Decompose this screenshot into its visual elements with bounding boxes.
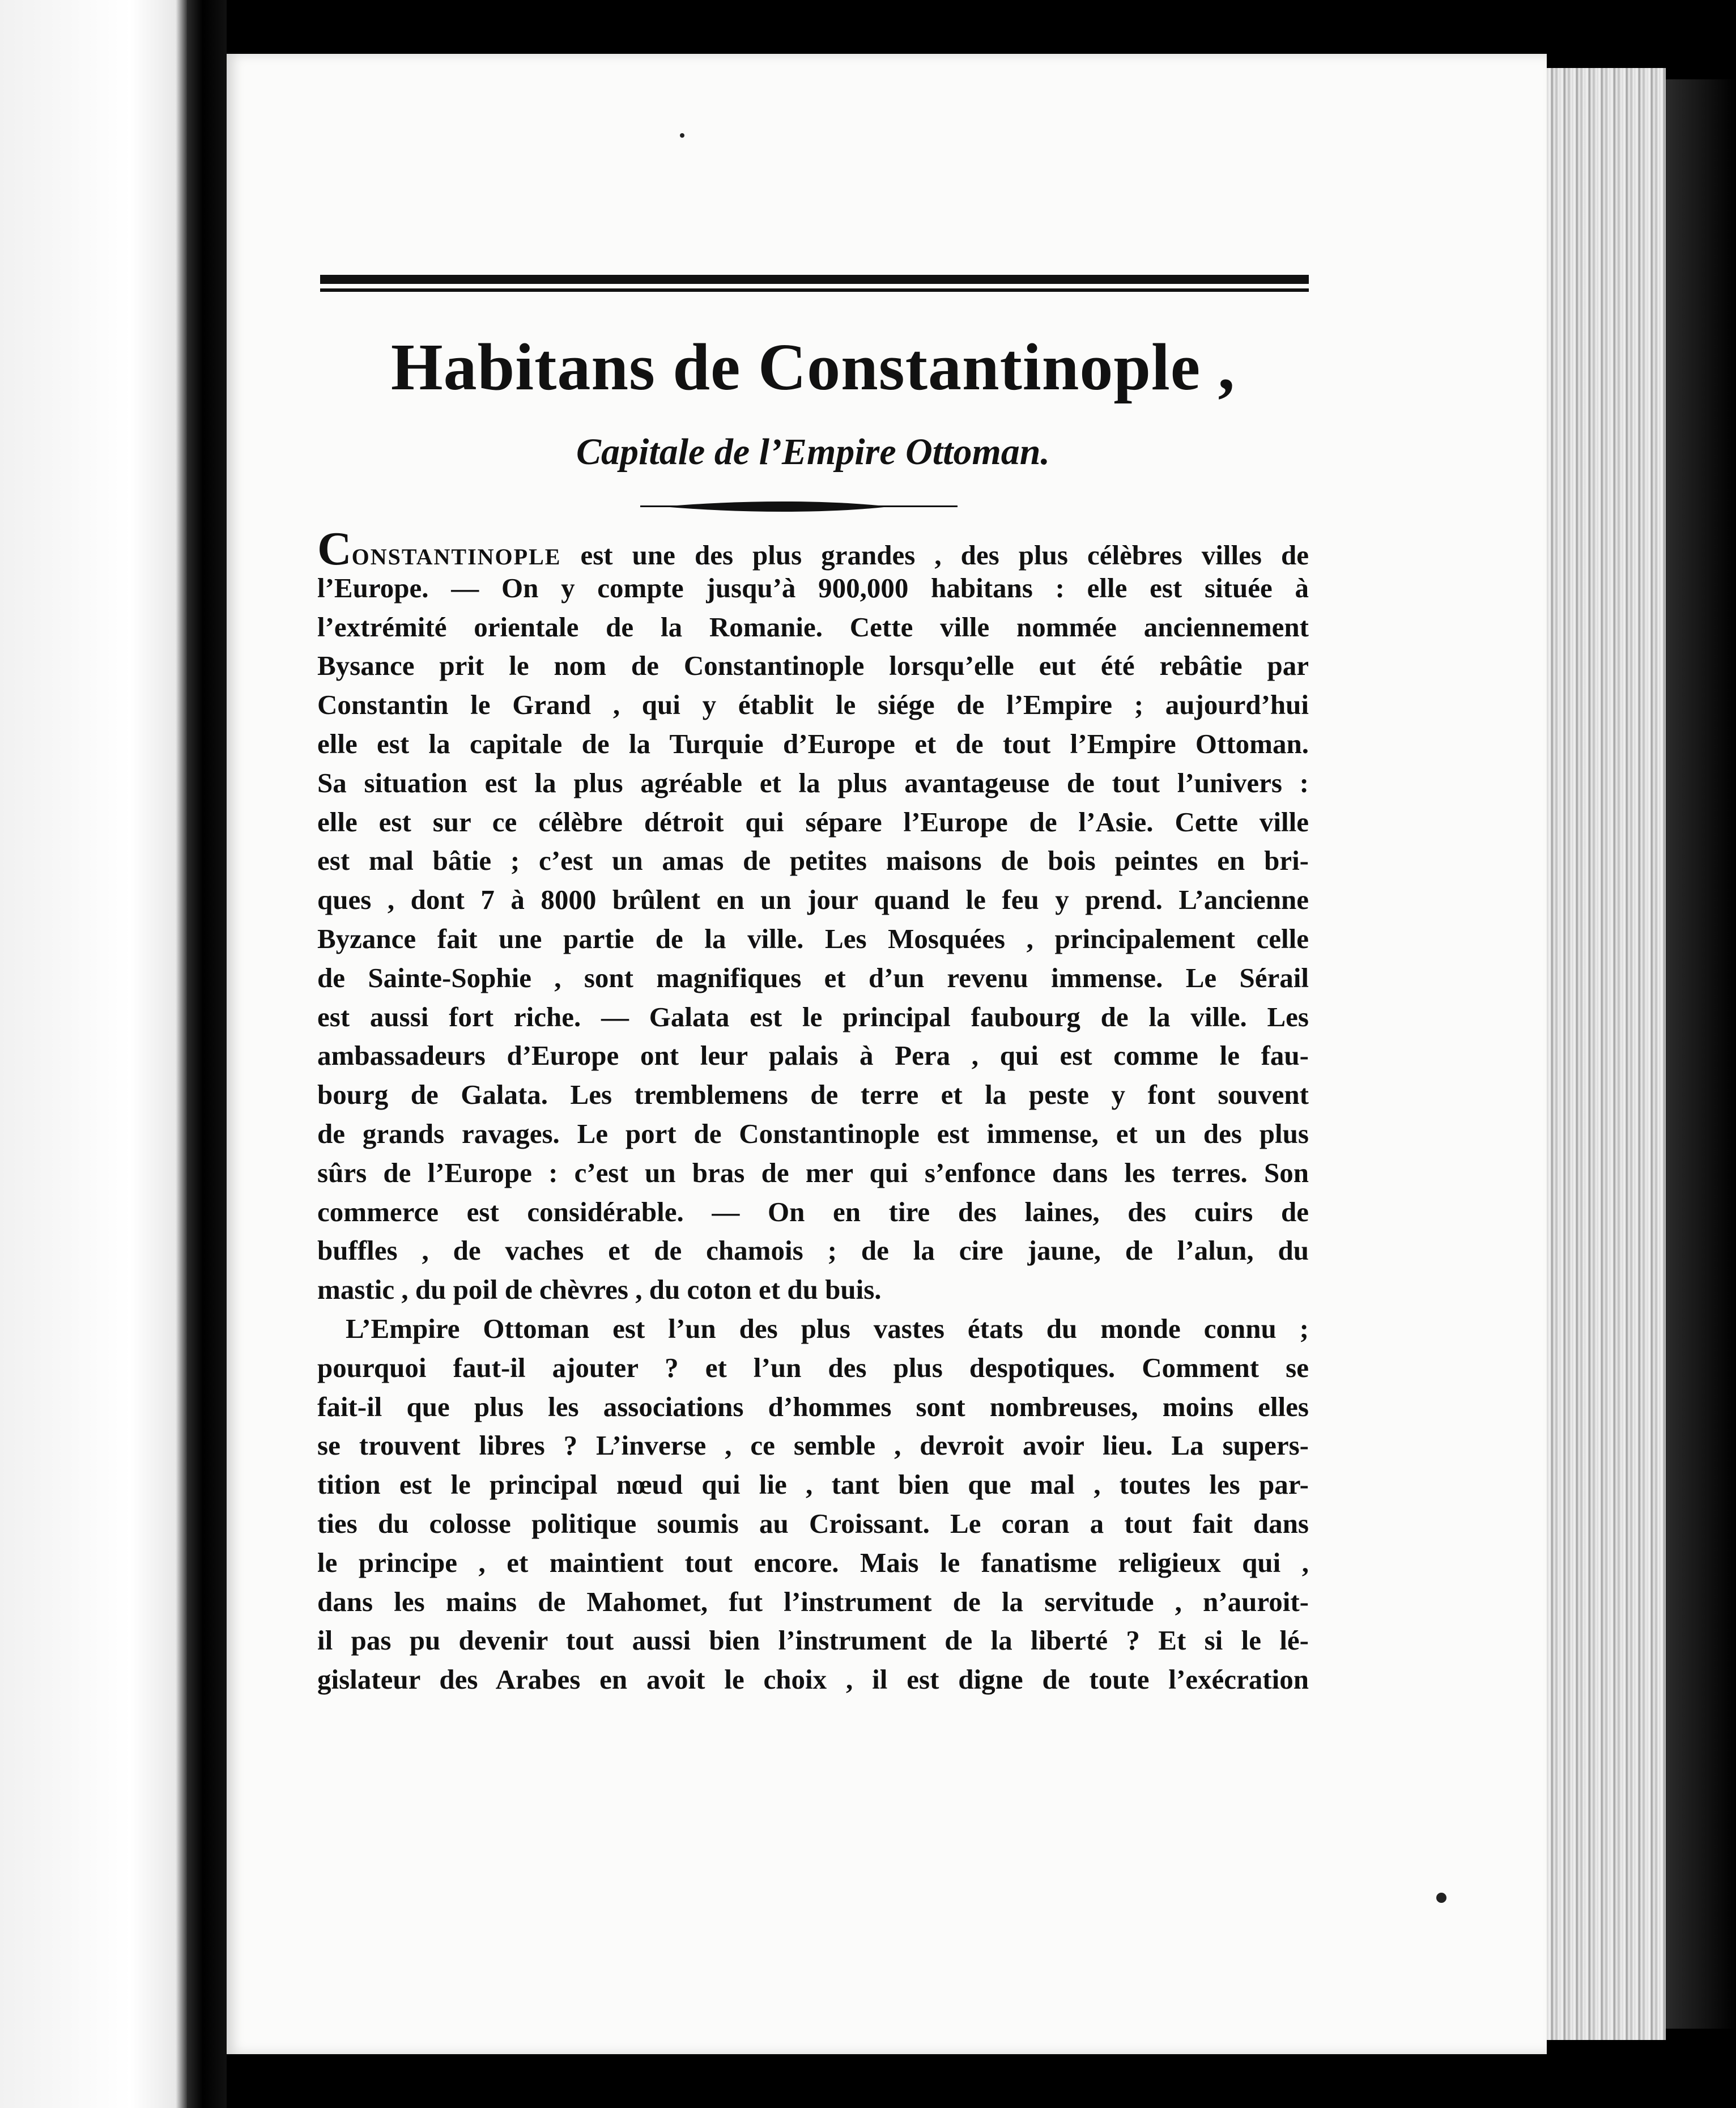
ink-speck <box>680 133 684 138</box>
text-line: commerce est considérable. — On en tire des laines, des cuirs de <box>317 1196 1309 1227</box>
text-line: dans les mains de Mahomet, fut l’instrument de la servitude , n’auroit- <box>317 1586 1309 1617</box>
text-line: il pas pu devenir tout aussi bien l’instrument de la liberté ? Et si le lé- <box>317 1625 1309 1656</box>
first-word: ONSTANTINOPLE <box>351 544 561 570</box>
text-line: de Sainte-Sophie , sont magnifiques et d’un revenu immense. Le Sérail <box>317 962 1309 993</box>
text-line: mastic , du poil de chèvres , du coton et du buis. <box>317 1274 882 1306</box>
text-line: le principe , et maintient tout encore. Mais le fanatisme religieux qui , <box>317 1546 1309 1578</box>
text-line: Constantin le Grand , qui y établit le siége de l’Empire ; aujourd’hui <box>317 689 1309 721</box>
text-line: ambassadeurs d’Europe ont leur palais à Pera , qui est comme le fau- <box>317 1040 1309 1072</box>
text-line: fait-il que plus les associations d’hommes sont nombreuses, moins elles <box>317 1391 1309 1422</box>
text-line: Bysance prit le nom de Constantinople lorsqu’elle eut été rebâtie par <box>317 650 1309 682</box>
text-line: est mal bâtie ; c’est un amas de petites maisons de bois peintes en bri- <box>317 845 1309 877</box>
text-line: gislateur des Arabes en avoit le choix , il est digne de toute l’exécration <box>317 1664 1309 1695</box>
text-line: ques , dont 7 à 8000 brûlent en un jour quand le feu y prend. L’ancienne <box>317 884 1309 916</box>
text-line: L’Empire Ottoman est l’un des plus vastes états du monde connu ; <box>346 1312 1309 1344</box>
text-line: se trouvent libres ? L’inverse , ce semble , devroit avoir lieu. La supers- <box>317 1430 1309 1461</box>
book-gutter <box>187 0 227 2108</box>
text-line: l’extrémité orientale de la Romanie. Cette ville nommée anciennement <box>317 611 1309 643</box>
page-edges <box>1547 68 1666 2040</box>
page-subtitle: Capitale de l’Empire Ottoman. <box>576 431 1050 473</box>
text-line: elle est sur ce célèbre détroit qui sépare l’Europe de l’Asie. Cette ville <box>317 806 1309 838</box>
body-text <box>317 522 1309 1699</box>
text-line: sûrs de l’Europe : c’est un bras de mer qui s’enfonce dans les terres. Son <box>317 1157 1309 1188</box>
text-line: elle est la capitale de la Turquie d’Europe et de tout l’Empire Ottoman. <box>317 728 1309 759</box>
ink-speck <box>1436 1893 1446 1903</box>
text-line: Sa situation est la plus agréable et la plus avantageuse de tout l’univers : <box>317 767 1309 798</box>
text-line: pourquoi faut-il ajouter ? et l’un des plus despotiques. Comment se <box>317 1352 1309 1383</box>
text-line: Byzance fait une partie de la ville. Les Mosquées , principalement celle <box>317 923 1309 954</box>
background-edge <box>1666 79 1736 2029</box>
text-line: tition est le principal nœud qui lie , tant bien que mal , toutes les par- <box>317 1469 1309 1501</box>
text-line: bourg de Galata. Les tremblemens de terre et la peste y font souvent <box>317 1079 1309 1111</box>
text-line: buffles , de vaches et de chamois ; de la cire jaune, de l’alun, du <box>317 1235 1309 1266</box>
text-line: ties du colosse politique soumis au Croissant. Le coran a tout fait dans <box>317 1507 1309 1539</box>
facing-page-edge <box>0 0 187 2108</box>
text-line: CONSTANTINOPLE est une des plus grandes , des plus célèbres villes de <box>317 522 1309 575</box>
text-line: l’Europe. — On y compte jusqu’à 900,000 habitans : elle est située à <box>317 572 1309 604</box>
page-title: Habitans de Constantinople , <box>390 330 1236 404</box>
text-line: de grands ravages. Le port de Constantinople est immense, et un des plus <box>317 1117 1309 1149</box>
header-double-rule <box>320 275 1309 294</box>
ornament-divider-icon <box>640 499 958 521</box>
text-line: est aussi fort riche. — Galata est le principal faubourg de la ville. Les <box>317 1001 1309 1032</box>
drop-cap: C <box>317 522 352 575</box>
